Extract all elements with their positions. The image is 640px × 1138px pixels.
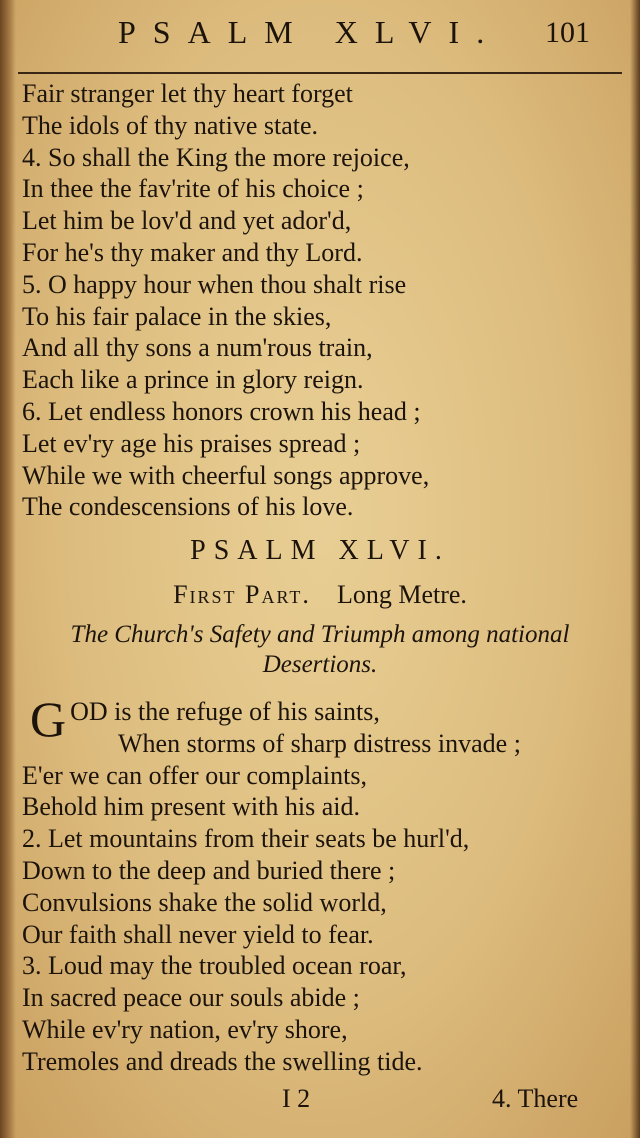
verse-line: Let him be lov'd and yet ador'd,: [22, 206, 352, 236]
catchword: 4. There: [492, 1084, 579, 1113]
verse-line: 6. Let endless honors crown his head ;: [22, 396, 421, 426]
verse-line: Tremoles and dreads the swelling tide.: [22, 1046, 423, 1076]
psalm-subtitle: The Church's Safety and Triumph among national Desertions.: [70, 621, 570, 678]
verse-line: For he's thy maker and thy Lord.: [22, 237, 363, 267]
verse-line: Each like a prince in glory reign.: [22, 365, 364, 395]
verse-line: When storms of sharp distress invade ;: [118, 728, 521, 758]
verse-line: OD is the refuge of his saints,: [70, 697, 380, 726]
verse-line: Behold him present with his aid.: [22, 792, 360, 822]
verse-line: 3. Loud may the troubled ocean roar,: [22, 951, 407, 981]
page-number: 101: [545, 16, 590, 49]
part-label: First Part.: [173, 580, 311, 609]
verse-line: 5. O happy hour when thou shalt rise: [22, 269, 407, 299]
verse-line: In thee the fav'rite of his choice ;: [22, 174, 364, 204]
verse-line: While we with cheerful songs approve,: [22, 460, 430, 490]
verse-line: Convulsions shake the solid world,: [22, 887, 387, 917]
verse-line: To his fair palace in the skies,: [22, 301, 332, 331]
verse-line: While ev'ry nation, ev'ry shore,: [22, 1014, 348, 1044]
page-edge-shadow: [630, 0, 640, 1138]
psalm-heading: PSALM XLVI.: [190, 535, 450, 566]
signature-mark: I 2: [282, 1084, 311, 1113]
verse-line: Let ev'ry age his praises spread ;: [22, 428, 361, 458]
verse-line: The idols of thy native state.: [22, 110, 319, 140]
verse-line: 2. Let mountains from their seats be hurl'd,: [22, 824, 470, 854]
verse-line: In sacred peace our souls abide ;: [22, 983, 360, 1013]
verse-line: Fair stranger let thy heart forget: [22, 79, 353, 108]
verse-line: 4. So shall the King the more rejoice,: [22, 142, 410, 172]
running-head-title: PSALM XLVI.: [118, 14, 502, 50]
psalm-46-verses: [22, 691, 622, 1078]
metre-label: Long Metre.: [336, 580, 467, 609]
part-heading: [0, 580, 640, 610]
verse-line: Down to the deep and buried there ;: [22, 855, 396, 885]
verse-line: Our faith shall never yield to fear.: [22, 919, 374, 949]
previous-psalm-stanzas: [22, 78, 622, 523]
verse-line: E'er we can offer our complaints,: [22, 760, 367, 790]
drop-cap: G: [30, 691, 67, 747]
page-gutter-shadow: [0, 0, 16, 1138]
header-rule: [18, 72, 622, 74]
verse-line: The condescensions of his love.: [22, 492, 354, 522]
verse-line: And all thy sons a num'rous train,: [22, 333, 373, 363]
